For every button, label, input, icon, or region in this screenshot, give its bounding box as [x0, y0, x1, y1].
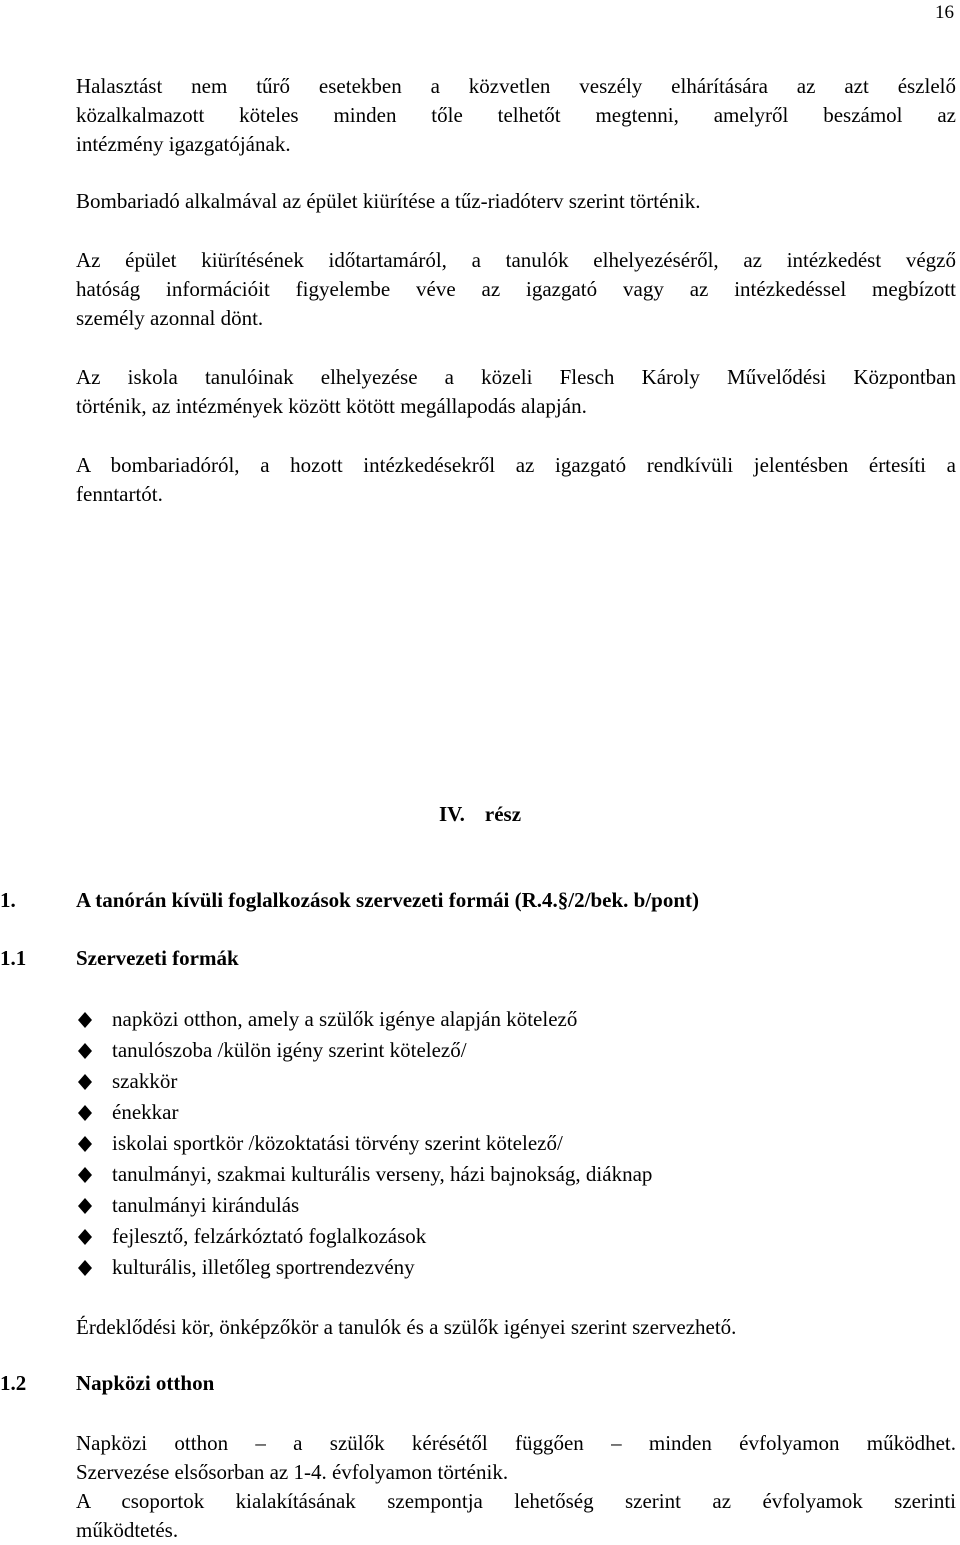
- text-line: Bombariadó alkalmával az épület kiürítése a tűz-riadóterv szerint történik.: [76, 189, 701, 213]
- list-item: fejlesztő, felzárkóztató foglalkozások: [76, 1221, 652, 1252]
- list-item: énekkar: [76, 1097, 652, 1128]
- text-line: Érdeklődési kör, önképzőkör a tanulók és a szülők igényei szerint szervezhető.: [76, 1315, 737, 1339]
- diamond-bullet-icon: [78, 1074, 92, 1090]
- list-item: tanulmányi, szakmai kulturális verseny, házi bajnokság, diáknap: [76, 1159, 652, 1190]
- list-item: kulturális, illetőleg sportrendezvény: [76, 1252, 652, 1283]
- text-line: A csoportok kialakításának szempontja lehetőség szerint az évfolyamok szerinti: [76, 1489, 956, 1513]
- text-line: személy azonnal dönt.: [76, 306, 264, 330]
- text-line: Az épület kiürítésének időtartamáról, a tanulók elhelyezéséről, az intézkedést végző: [76, 248, 956, 272]
- diamond-bullet-icon: [78, 1229, 92, 1245]
- heading-text: Szervezeti formák: [76, 946, 239, 970]
- heading-number: 1.: [0, 888, 16, 912]
- diamond-bullet-icon: [78, 1012, 92, 1028]
- diamond-bullet-icon: [78, 1136, 92, 1152]
- text-line: Az iskola tanulóinak elhelyezése a közeli Flesch Károly Művelődési Központban: [76, 365, 956, 389]
- heading-number: 1.2: [0, 1371, 27, 1395]
- diamond-bullet-icon: [78, 1167, 92, 1183]
- paragraph-report: [76, 451, 956, 509]
- list-item: tanulmányi kirándulás: [76, 1190, 652, 1221]
- list-item: napközi otthon, amely a szülők igénye alapján kötelező: [76, 1004, 652, 1035]
- paragraph-bomb-alert: [76, 187, 956, 216]
- text-line: fenntartót.: [76, 482, 163, 506]
- paragraph-placement: [76, 363, 956, 421]
- text-line: történik, az intézmények között kötött megállapodás alapján.: [76, 394, 587, 418]
- diamond-bullet-icon: [78, 1043, 92, 1059]
- text-line: közalkalmazott köteles minden tőle telhetőt megtenni, amelyről beszámol az: [76, 103, 956, 127]
- paragraph-napkozi: [76, 1429, 956, 1545]
- diamond-bullet-icon: [78, 1198, 92, 1214]
- text-line: hatóság információit figyelembe véve az igazgató vagy az intézkedéssel megbízott: [76, 277, 956, 301]
- heading-text: A tanórán kívüli foglalkozások szervezeti formái (R.4.§/2/bek. b/pont): [76, 888, 699, 912]
- text-line: Napközi otthon – a szülők kérésétől függően – minden évfolyamon működhet.: [76, 1431, 956, 1455]
- page-number: 16: [935, 2, 954, 23]
- section-word: rész: [484, 802, 522, 826]
- organizational-forms-list: [76, 1004, 652, 1283]
- paragraph-emergency: [76, 72, 956, 159]
- list-item: iskolai sportkör /közoktatási törvény szerint kötelező/: [76, 1128, 652, 1159]
- diamond-bullet-icon: [78, 1105, 92, 1121]
- text-line: A bombariadóról, a hozott intézkedésekről az igazgató rendkívüli jelentésben értesíti a: [76, 453, 956, 477]
- text-line: működtetés.: [76, 1518, 179, 1542]
- list-item: tanulószoba /külön igény szerint kötelező/: [76, 1035, 652, 1066]
- diamond-bullet-icon: [78, 1260, 92, 1276]
- paragraph-evacuation: [76, 246, 956, 333]
- paragraph-interest-groups: [76, 1313, 956, 1342]
- text-line: Szervezése elsősorban az 1-4. évfolyamon történik.: [76, 1460, 509, 1484]
- section-number: IV.: [438, 802, 465, 826]
- text-line: intézmény igazgatójának.: [76, 132, 291, 156]
- list-item: szakkör: [76, 1066, 652, 1097]
- heading-number: 1.1: [0, 946, 27, 970]
- heading-text: Napközi otthon: [76, 1371, 215, 1395]
- text-line: Halasztást nem tűrő esetekben a közvetlen veszély elhárítására az azt észlelő: [76, 74, 956, 98]
- section-title: [0, 802, 960, 827]
